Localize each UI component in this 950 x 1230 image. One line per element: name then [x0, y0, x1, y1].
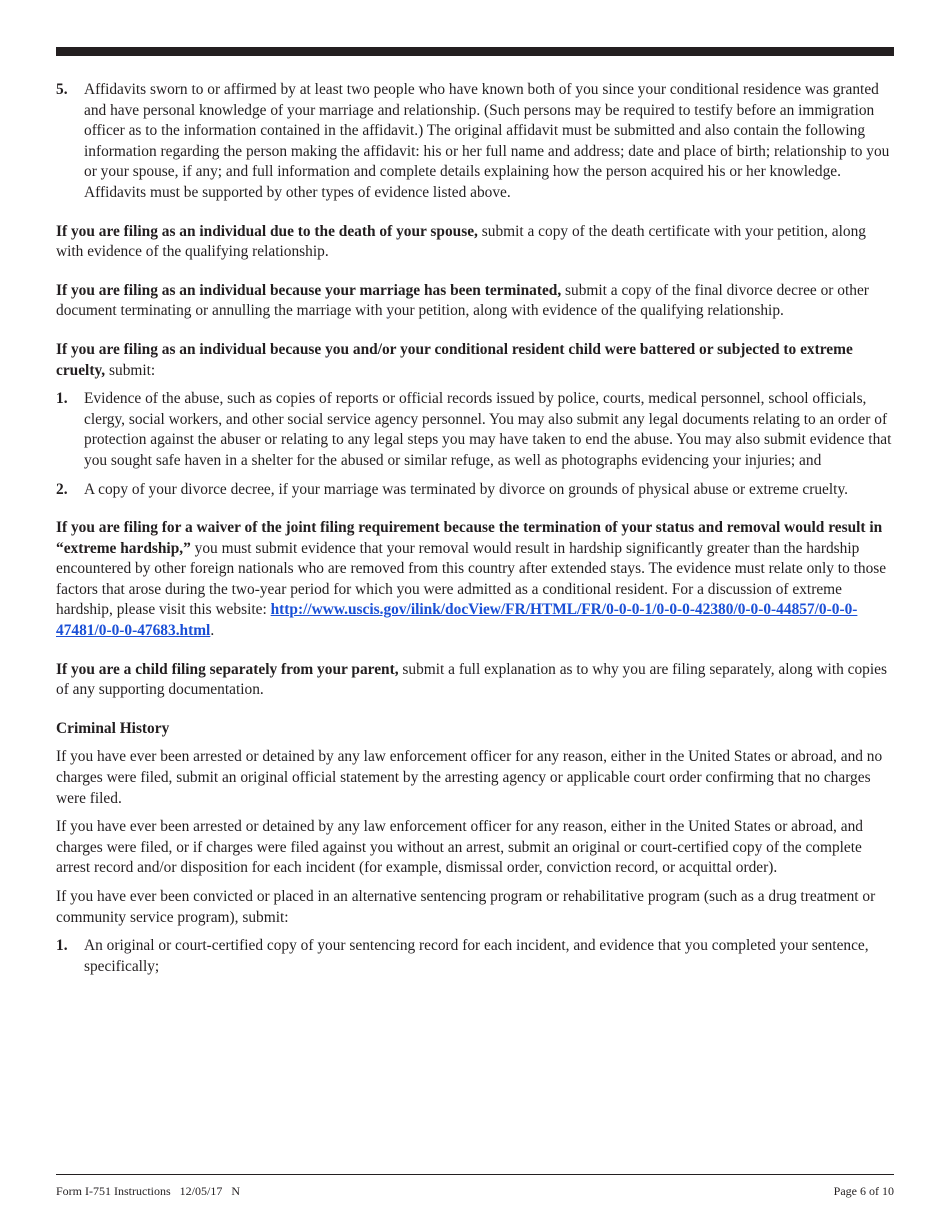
criminal-paragraph-2: If you have ever been arrested or detained by any law enforcement officer for any reason, either in the United States or abroad, and charges were filed, or if charges were filed against you without an arrest, submit an original or court-certified copy of the complete arrest record and/or disposition for each incident (for example, dismissal order, conviction record, or acquittal order).: [56, 818, 863, 877]
child-text: submit a full explanation as to why you are filing separately, along with copies of any supporting documentation.: [56, 660, 887, 699]
child-paragraph: [56, 660, 894, 701]
page-number: Page 6 of 10: [833, 1184, 894, 1198]
child-lead: If you are a child filing separately from your parent,: [56, 660, 399, 678]
page-footer: [56, 1184, 894, 1199]
list-number: 5.: [56, 81, 68, 98]
list-text: Evidence of the abuse, such as copies of reports or official records issued by police, courts, medical personnel, school officials, clergy, social workers, and other social service agency personnel. You may also submit any legal documents relating to an order of protection against the abuser or relating to any legal steps you may have taken to end the abuse. You may also submit evidence that you sought safe haven in a shelter for the abused or similar refuge, as well as photographs evidencing your injuries; and: [84, 390, 892, 469]
document-body: [56, 80, 894, 985]
terminated-paragraph: [56, 281, 894, 322]
battered-paragraph: [56, 340, 894, 381]
list-text: An original or court-certified copy of your sentencing record for each incident, and evidence that you completed your sentence, specifically;: [84, 937, 869, 975]
death-text: submit a copy of the death certificate with your petition, along with evidence of the qualifying relationship.: [56, 222, 866, 261]
list-item: [56, 389, 894, 471]
death-paragraph: [56, 222, 894, 263]
hardship-paragraph: [56, 518, 894, 642]
criminal-paragraph-3: If you have ever been convicted or placed in an alternative sentencing program or rehabilitative program (such as a drug treatment or community service program), submit:: [56, 888, 876, 926]
header-rule: [56, 47, 894, 56]
list-number: 2.: [56, 480, 68, 498]
battered-lead: If you are filing as an individual because you and/or your conditional resident child were battered or subjected to extreme cruelty,: [56, 340, 853, 379]
list-text: A copy of your divorce decree, if your marriage was terminated by divorce on grounds of physical abuse or extreme cruelty.: [84, 480, 848, 498]
terminated-lead: If you are filing as an individual because your marriage has been terminated,: [56, 281, 562, 299]
hardship-link[interactable]: http://www.uscis.gov/ilink/docView/FR/HTML/FR/0-0-0-1/0-0-0-42380/0-0-0-44857/0-0-0-47481/0-0-0-47683.html: [56, 601, 858, 640]
hardship-end: .: [210, 622, 215, 640]
terminated-text: submit a copy of the final divorce decree or other document terminating or annulling the marriage with your petition, along with evidence of the qualifying relationship.: [56, 281, 869, 320]
list-number: 1.: [56, 937, 68, 955]
criminal-history-heading: Criminal History: [56, 719, 170, 737]
death-lead: If you are filing as an individual due to the death of your spouse,: [56, 222, 478, 240]
hardship-lead: If you are filing for a waiver of the joint filing requirement because the termination of your status and removal would result in “extreme hardship,”: [56, 519, 883, 557]
form-id: Form I-751 Instructions 12/05/17 N: [56, 1184, 240, 1198]
list-item: [56, 480, 894, 501]
battered-text: submit:: [105, 361, 156, 379]
list-text: Affidavits sworn to or affirmed by at least two people who have known both of you since your conditional residence was granted and have personal knowledge of your marriage and relationship. (Such persons may be required to testify before an immigration officer as to the information contained in the affidavit.) The original affidavit must be submitted and also contain the following information regarding the person making the affidavit: his or her full name and address; date and place of birth; relationship to you or your spouse, if any; and full information and complete details explaining how the person acquired his or her knowledge. Affidavits must be supported by other types of evidence listed above.: [84, 81, 890, 201]
list-item: [56, 936, 894, 977]
criminal-paragraph-1: If you have ever been arrested or detained by any law enforcement officer for any reason, either in the United States or abroad, and no charges were filed, submit an original official statement by the arresting agency or applicable court order confirming that no charges were filed.: [56, 748, 883, 807]
list-number: 1.: [56, 390, 68, 408]
footer-rule: [56, 1174, 894, 1175]
list-item: [56, 80, 894, 204]
hardship-text: you must submit evidence that your removal would result in hardship significantly greater than the hardship encountered by other foreign nationals who are removed from this country after extended stays. The evidence must relate only to those factors that arose during the two-year period for which you were admitted as a conditional resident. For a discussion of extreme hardship, please visit this website:: [56, 539, 887, 619]
